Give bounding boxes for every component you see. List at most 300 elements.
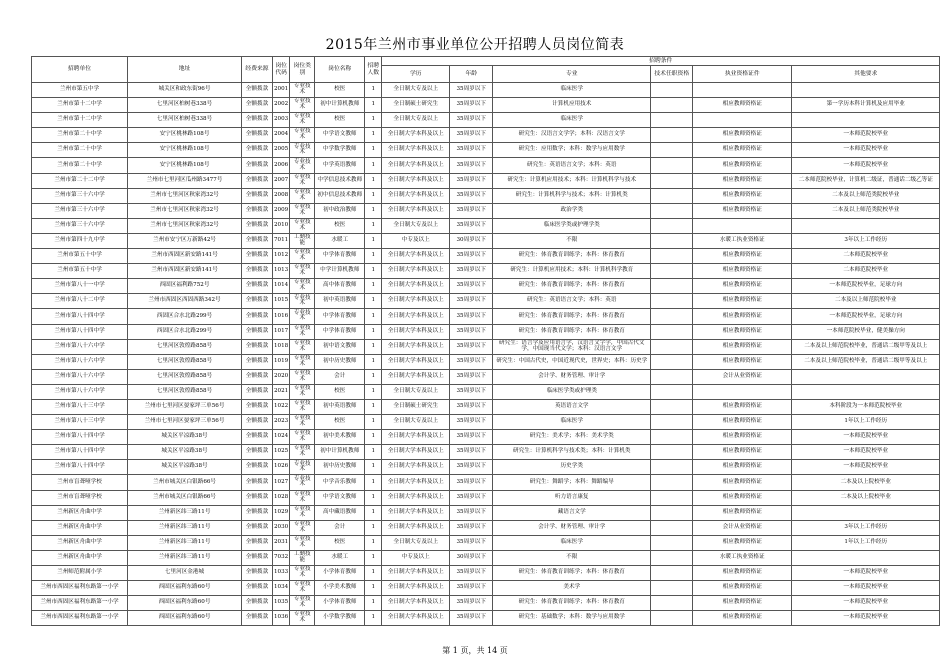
cell-post-type: 专业技术: [290, 309, 315, 324]
cell-title-req: [651, 173, 693, 188]
cell-post-type: 专业技术: [290, 535, 315, 550]
table-row: [32, 128, 940, 143]
cell-unit: 兰州市西固区福利东路第一小学: [32, 596, 128, 611]
cell-post-code: 1027: [273, 475, 290, 490]
cell-major: 临床医学: [493, 415, 651, 430]
cell-other: [792, 113, 940, 128]
cell-post-name: 初中英语教师: [315, 294, 365, 309]
cell-post-name: 初中计算机教师: [315, 445, 365, 460]
cell-post-type: 专业技术: [290, 384, 315, 399]
cell-major: 英语语言文学: [493, 399, 651, 414]
cell-post-code: 2021: [273, 384, 290, 399]
cell-post-code: 2010: [273, 218, 290, 233]
cell-major: 临床医学类或护理学类: [493, 218, 651, 233]
cell-post-name: 中学语文教师: [315, 128, 365, 143]
cell-title-req: [651, 249, 693, 264]
cell-title-req: [651, 324, 693, 339]
cell-major: 会计学、财务管理、审计学: [493, 369, 651, 384]
cell-education: 全日制大学本科及以上: [382, 264, 450, 279]
cell-post-name: 校医: [315, 384, 365, 399]
cell-cert: [693, 113, 792, 128]
cell-major: 听力语言康复: [493, 490, 651, 505]
cell-unit: 兰州市第八十二中学: [32, 294, 128, 309]
cell-address: 兰州市七里河区秋家湾32号: [128, 188, 242, 203]
cell-education: 全日制大学本科及以上: [382, 490, 450, 505]
table-row: [32, 188, 940, 203]
cell-funding: 全额拨款: [242, 430, 273, 445]
cell-education: 全日制大专及以上: [382, 384, 450, 399]
cell-unit: 兰州新区舟曲中学: [32, 535, 128, 550]
cell-funding: 全额拨款: [242, 415, 273, 430]
cell-post-code: 1029: [273, 505, 290, 520]
cell-age: 35周岁以下: [450, 98, 493, 113]
cell-education: 全日制大学本科及以上: [382, 249, 450, 264]
cell-address: 七里河区金港城: [128, 566, 242, 581]
cell-education: 全日制大学本科及以上: [382, 460, 450, 475]
cell-age: 35周岁以下: [450, 339, 493, 354]
table-row: [32, 279, 940, 294]
cell-major: 临床医学: [493, 535, 651, 550]
cell-count: 1: [365, 596, 382, 611]
cell-funding: 全额拨款: [242, 158, 273, 173]
cell-funding: 全额拨款: [242, 203, 273, 218]
cell-major: 研究生：中国古代史，中国近现代史，世界史；本科：历史学: [493, 354, 651, 369]
table-row: [32, 445, 940, 460]
cell-post-type: 专业技术: [290, 324, 315, 339]
cell-education: 全日制大专及以上: [382, 113, 450, 128]
cell-age: 35周岁以下: [450, 279, 493, 294]
cell-cert: 相应教师资格证: [693, 309, 792, 324]
cell-funding: 全额拨款: [242, 550, 273, 565]
cell-title-req: [651, 475, 693, 490]
cell-other: 1年以上工作经历: [792, 535, 940, 550]
cell-cert: 相应教师资格证: [693, 596, 792, 611]
cell-post-name: 校医: [315, 83, 365, 98]
cell-address: 安宁区桃林路108号: [128, 158, 242, 173]
cell-major: 研究生：体育教育训练学；本科：体育教育: [493, 566, 651, 581]
cell-unit: 兰州市第二十中学: [32, 158, 128, 173]
cell-title-req: [651, 566, 693, 581]
cell-address: 七里河区敦煌路858号: [128, 384, 242, 399]
cell-post-code: 1035: [273, 596, 290, 611]
cell-count: 1: [365, 399, 382, 414]
cell-unit: 兰州师范附属小学: [32, 566, 128, 581]
cell-cert: 相应教师资格证: [693, 460, 792, 475]
cell-title-req: [651, 113, 693, 128]
cell-unit: 兰州市第十二中学: [32, 113, 128, 128]
cell-unit: 兰州市第八十四中学: [32, 324, 128, 339]
cell-count: 1: [365, 520, 382, 535]
cell-funding: 全额拨款: [242, 520, 273, 535]
cell-post-name: 初中信息技术教师: [315, 188, 365, 203]
table-row: [32, 566, 940, 581]
cell-post-name: 会计: [315, 520, 365, 535]
cell-other: 二本及以上师范类院校毕业: [792, 188, 940, 203]
cell-unit: 兰州市第八十四中学: [32, 309, 128, 324]
cell-age: 35周岁以下: [450, 490, 493, 505]
cell-cert: [693, 218, 792, 233]
cell-age: 35周岁以下: [450, 399, 493, 414]
cell-age: 35周岁以下: [450, 203, 493, 218]
cell-education: 全日制大学本科及以上: [382, 279, 450, 294]
cell-other: 一本师范院校毕业: [792, 143, 940, 158]
cell-post-type: 专业技术: [290, 430, 315, 445]
cell-education: 全日制大专及以上: [382, 218, 450, 233]
cell-address: 西固区福利路752号: [128, 279, 242, 294]
cell-title-req: [651, 143, 693, 158]
cell-major: 临床医学: [493, 83, 651, 98]
table-row: [32, 581, 940, 596]
cell-cert: 相应教师资格证: [693, 203, 792, 218]
cell-education: 中专及以上: [382, 233, 450, 248]
cell-post-code: 2002: [273, 98, 290, 113]
cell-post-name: 初中语文教师: [315, 339, 365, 354]
cell-post-type: 专业技术: [290, 218, 315, 233]
table-row: [32, 399, 940, 414]
cell-post-type: 专业技术: [290, 128, 315, 143]
cell-other: 二本及以上院校毕业: [792, 490, 940, 505]
cell-post-type: 专业技术: [290, 415, 315, 430]
table-row: [32, 384, 940, 399]
cell-post-type: 专业技术: [290, 264, 315, 279]
cell-post-name: 校医: [315, 113, 365, 128]
cell-major: 不限: [493, 233, 651, 248]
cell-title-req: [651, 430, 693, 445]
cell-unit: 兰州市第八十三中学: [32, 399, 128, 414]
cell-other: 二本及以上院校毕业: [792, 475, 940, 490]
cell-address: 兰州新区纬三路11号: [128, 505, 242, 520]
cell-address: 兰州市城关区白银路66号: [128, 490, 242, 505]
cell-post-code: 2005: [273, 143, 290, 158]
page-footer: 第 1 页，共 14 页: [442, 646, 508, 655]
cell-title-req: [651, 294, 693, 309]
cell-funding: 全额拨款: [242, 309, 273, 324]
cell-education: 全日制大学本科及以上: [382, 596, 450, 611]
cell-address: 七里河区柏树巷338号: [128, 113, 242, 128]
cell-other: 一本师范院校毕业: [792, 158, 940, 173]
header-post-type: 岗位类别: [290, 57, 315, 83]
cell-count: 1: [365, 324, 382, 339]
cell-education: 全日制硕士研究生: [382, 98, 450, 113]
cell-other: 一本师范院校毕业，足球方向: [792, 309, 940, 324]
cell-title-req: [651, 203, 693, 218]
cell-cert: 水暖工执业资格证: [693, 550, 792, 565]
cell-unit: 兰州市第八十六中学: [32, 369, 128, 384]
cell-count: 1: [365, 430, 382, 445]
cell-address: 西固区福利东路60号: [128, 611, 242, 626]
cell-post-type: 专业技术: [290, 475, 315, 490]
cell-post-code: 7032: [273, 550, 290, 565]
cell-cert: 会计从业资格证: [693, 369, 792, 384]
cell-post-type: 专业技术: [290, 173, 315, 188]
cell-count: 1: [365, 218, 382, 233]
cell-unit: 兰州市第八十六中学: [32, 384, 128, 399]
table-row: [32, 490, 940, 505]
cell-post-code: 2006: [273, 158, 290, 173]
cell-cert: 相应教师资格证: [693, 505, 792, 520]
cell-post-type: 专业技术: [290, 83, 315, 98]
cell-other: 一本师范院校毕业: [792, 430, 940, 445]
cell-major: 美术学: [493, 581, 651, 596]
cell-age: 35周岁以下: [450, 581, 493, 596]
cell-education: 全日制大学本科及以上: [382, 430, 450, 445]
cell-address: 城关区平凉路38号: [128, 460, 242, 475]
cell-title-req: [651, 218, 693, 233]
cell-post-name: 中学信息技术教师: [315, 173, 365, 188]
table-row: [32, 203, 940, 218]
cell-unit: 兰州市第五中学: [32, 83, 128, 98]
cell-title-req: [651, 520, 693, 535]
cell-major: 历史学类: [493, 460, 651, 475]
cell-education: 全日制大学本科及以上: [382, 173, 450, 188]
cell-count: 1: [365, 339, 382, 354]
cell-major: 研究生：体育教育训练学；本科：体育教育: [493, 324, 651, 339]
table-row: [32, 218, 940, 233]
cell-age: 35周岁以下: [450, 249, 493, 264]
cell-post-type: 专业技术: [290, 581, 315, 596]
cell-post-code: 1033: [273, 566, 290, 581]
table-row: [32, 83, 940, 98]
cell-unit: 兰州市第八十三中学: [32, 415, 128, 430]
cell-age: 35周岁以下: [450, 309, 493, 324]
cell-title-req: [651, 581, 693, 596]
cell-other: 本科阶段为一本师范院校毕业: [792, 399, 940, 414]
cell-title-req: [651, 490, 693, 505]
cell-count: 1: [365, 98, 382, 113]
cell-other: [792, 369, 940, 384]
cell-post-name: 校医: [315, 415, 365, 430]
cell-education: 全日制大学本科及以上: [382, 128, 450, 143]
cell-major: 研究生：体育教育训练学；本科：体育教育: [493, 279, 651, 294]
cell-major: 研究生：美术学；本科：美术学类: [493, 430, 651, 445]
cell-major: 临床医学: [493, 113, 651, 128]
cell-cert: 相应教师资格证: [693, 279, 792, 294]
cell-unit: 兰州市第五十中学: [32, 264, 128, 279]
cell-title-req: [651, 354, 693, 369]
cell-education: 全日制大学本科及以上: [382, 203, 450, 218]
table-row: [32, 113, 940, 128]
cell-funding: 全额拨款: [242, 460, 273, 475]
table-body: [32, 83, 940, 626]
cell-cert: 相应教师资格证: [693, 430, 792, 445]
cell-title-req: [651, 158, 693, 173]
cell-major: 研究生：汉语言文学学；本科：汉语言文学: [493, 128, 651, 143]
cell-address: 七里河区敦煌路858号: [128, 354, 242, 369]
cell-cert: 相应教师资格证: [693, 158, 792, 173]
cell-count: 1: [365, 173, 382, 188]
cell-education: 全日制大专及以上: [382, 83, 450, 98]
cell-count: 1: [365, 505, 382, 520]
cell-title-req: [651, 460, 693, 475]
cell-other: 一本师范院校毕业，健美操方向: [792, 324, 940, 339]
cell-age: 35周岁以下: [450, 128, 493, 143]
recruitment-table: [31, 56, 940, 626]
cell-funding: 全额拨款: [242, 98, 273, 113]
cell-major: 研究生：语言学及应用语言学，汉语言文字学，中国古代文学，中国现当代文学；本科：汉语言文学: [493, 339, 651, 354]
cell-count: 1: [365, 384, 382, 399]
cell-education: 全日制大学本科及以上: [382, 566, 450, 581]
cell-address: 兰州市西固区西固西路342号: [128, 294, 242, 309]
cell-unit: 兰州市第八十六中学: [32, 339, 128, 354]
table-row: [32, 324, 940, 339]
cell-cert: 相应教师资格证: [693, 143, 792, 158]
cell-major: 研究生：英语语言文学；本科：英语: [493, 158, 651, 173]
cell-address: 兰州市西固区新安路141号: [128, 264, 242, 279]
cell-post-name: 中学英语教师: [315, 158, 365, 173]
cell-count: 1: [365, 369, 382, 384]
table-row: [32, 158, 940, 173]
cell-post-code: 1026: [273, 460, 290, 475]
cell-major: 研究生：基础数学；本科：数学与应用数学: [493, 611, 651, 626]
cell-age: 35周岁以下: [450, 188, 493, 203]
table-row: [32, 535, 940, 550]
cell-unit: 兰州市第三十六中学: [32, 203, 128, 218]
cell-cert: 相应教师资格证: [693, 415, 792, 430]
cell-post-name: 小学体育教师: [315, 596, 365, 611]
cell-funding: 全额拨款: [242, 188, 273, 203]
cell-title-req: [651, 415, 693, 430]
cell-post-code: 2030: [273, 520, 290, 535]
cell-major: 研究生：体育教育训练学；本科：体育教育: [493, 596, 651, 611]
cell-other: 二本及以上师范院校毕业，普通话二级甲等及以上: [792, 354, 940, 369]
table-row: [32, 309, 940, 324]
cell-funding: 全额拨款: [242, 143, 273, 158]
cell-cert: 相应教师资格证: [693, 249, 792, 264]
table-row: [32, 475, 940, 490]
cell-funding: 全额拨款: [242, 249, 273, 264]
cell-title-req: [651, 399, 693, 414]
cell-other: 3年以上工作经历: [792, 233, 940, 248]
cell-post-name: 中学体育教师: [315, 309, 365, 324]
cell-post-name: 水暖工: [315, 233, 365, 248]
cell-post-name: 水暖工: [315, 550, 365, 565]
cell-post-type: 专业技术: [290, 249, 315, 264]
cell-count: 1: [365, 279, 382, 294]
cell-age: 35周岁以下: [450, 460, 493, 475]
cell-age: 35周岁以下: [450, 384, 493, 399]
cell-post-type: 专业技术: [290, 294, 315, 309]
cell-unit: 兰州市第八十四中学: [32, 445, 128, 460]
header-funding: 经费来源: [242, 57, 273, 83]
cell-age: 35周岁以下: [450, 113, 493, 128]
cell-other: [792, 218, 940, 233]
cell-unit: 兰州市西固区福利东路第一小学: [32, 581, 128, 596]
cell-other: 3年以上工作经历: [792, 520, 940, 535]
cell-cert: 相应教师资格证: [693, 324, 792, 339]
cell-title-req: [651, 233, 693, 248]
cell-count: 1: [365, 264, 382, 279]
cell-address: 兰州市七里河区秋家湾32号: [128, 218, 242, 233]
cell-title-req: [651, 384, 693, 399]
cell-unit: 兰州市盲聋哑学校: [32, 475, 128, 490]
cell-post-code: 1028: [273, 490, 290, 505]
cell-funding: 全额拨款: [242, 128, 273, 143]
cell-post-type: 专业技术: [290, 490, 315, 505]
cell-age: 35周岁以下: [450, 369, 493, 384]
cell-other: 一本师范院校毕业: [792, 460, 940, 475]
header-conditions: 招聘条件: [382, 57, 940, 66]
cell-post-code: 1036: [273, 611, 290, 626]
cell-cert: 相应教师资格证: [693, 173, 792, 188]
table-row: [32, 173, 940, 188]
cell-other: 一本师范院校毕业: [792, 596, 940, 611]
cell-address: 兰州市安宁区万新路42号: [128, 233, 242, 248]
cell-cert: 相应教师资格证: [693, 354, 792, 369]
cell-count: 1: [365, 460, 382, 475]
cell-count: 1: [365, 203, 382, 218]
cell-post-name: 初中历史教师: [315, 354, 365, 369]
header-count: 招聘人数: [365, 57, 382, 83]
cell-count: 1: [365, 143, 382, 158]
table-row: [32, 354, 940, 369]
cell-title-req: [651, 98, 693, 113]
cell-post-code: 1013: [273, 264, 290, 279]
table-row: [32, 596, 940, 611]
cell-post-code: 7011: [273, 233, 290, 248]
cell-unit: 兰州市第八十一中学: [32, 279, 128, 294]
cell-cert: 相应教师资格证: [693, 445, 792, 460]
cell-post-type: 专业技术: [290, 505, 315, 520]
cell-funding: 全额拨款: [242, 369, 273, 384]
cell-count: 1: [365, 611, 382, 626]
cell-age: 35周岁以下: [450, 324, 493, 339]
cell-count: 1: [365, 566, 382, 581]
cell-count: 1: [365, 309, 382, 324]
table-row: [32, 369, 940, 384]
cell-post-type: 专业技术: [290, 369, 315, 384]
cell-other: [792, 550, 940, 565]
cell-post-name: 中学体育教师: [315, 249, 365, 264]
cell-other: 二本及以上师范类院校毕业: [792, 203, 940, 218]
cell-other: 一本师范院校毕业: [792, 128, 940, 143]
cell-post-type: 专业技术: [290, 143, 315, 158]
cell-address: 兰州新区纬三路11号: [128, 535, 242, 550]
cell-age: 35周岁以下: [450, 173, 493, 188]
table-row: [32, 505, 940, 520]
cell-count: 1: [365, 535, 382, 550]
cell-education: 全日制大专及以上: [382, 535, 450, 550]
cell-post-name: 校医: [315, 535, 365, 550]
table-row: [32, 264, 940, 279]
cell-major: 研究生：体育教育训练学；本科：体育教育: [493, 309, 651, 324]
cell-post-type: 专业技术: [290, 520, 315, 535]
cell-address: 兰州市七里河区晏家坪三单56号: [128, 399, 242, 414]
cell-unit: 兰州市第八十四中学: [32, 430, 128, 445]
cell-education: 中专及以上: [382, 550, 450, 565]
cell-count: 1: [365, 490, 382, 505]
cell-address: 城关区平凉路38号: [128, 430, 242, 445]
cell-post-code: 2001: [273, 83, 290, 98]
cell-unit: 兰州市第四十九中学: [32, 233, 128, 248]
cell-post-code: 1014: [273, 279, 290, 294]
cell-post-name: 中学数学教师: [315, 143, 365, 158]
cell-post-code: 1015: [273, 294, 290, 309]
cell-post-code: 1034: [273, 581, 290, 596]
cell-address: 兰州新区纬三路11号: [128, 520, 242, 535]
cell-address: 安宁区桃林路108号: [128, 143, 242, 158]
cell-title-req: [651, 369, 693, 384]
header-address: 地址: [128, 57, 242, 83]
cell-post-code: 2009: [273, 203, 290, 218]
cell-title-req: [651, 128, 693, 143]
cell-cert: 相应教师资格证: [693, 399, 792, 414]
cell-title-req: [651, 279, 693, 294]
cell-other: 二本及以上师范院校毕业: [792, 294, 940, 309]
cell-education: 全日制大学本科及以上: [382, 475, 450, 490]
cell-count: 1: [365, 158, 382, 173]
cell-other: 一本师范院校毕业: [792, 566, 940, 581]
cell-funding: 全额拨款: [242, 490, 273, 505]
